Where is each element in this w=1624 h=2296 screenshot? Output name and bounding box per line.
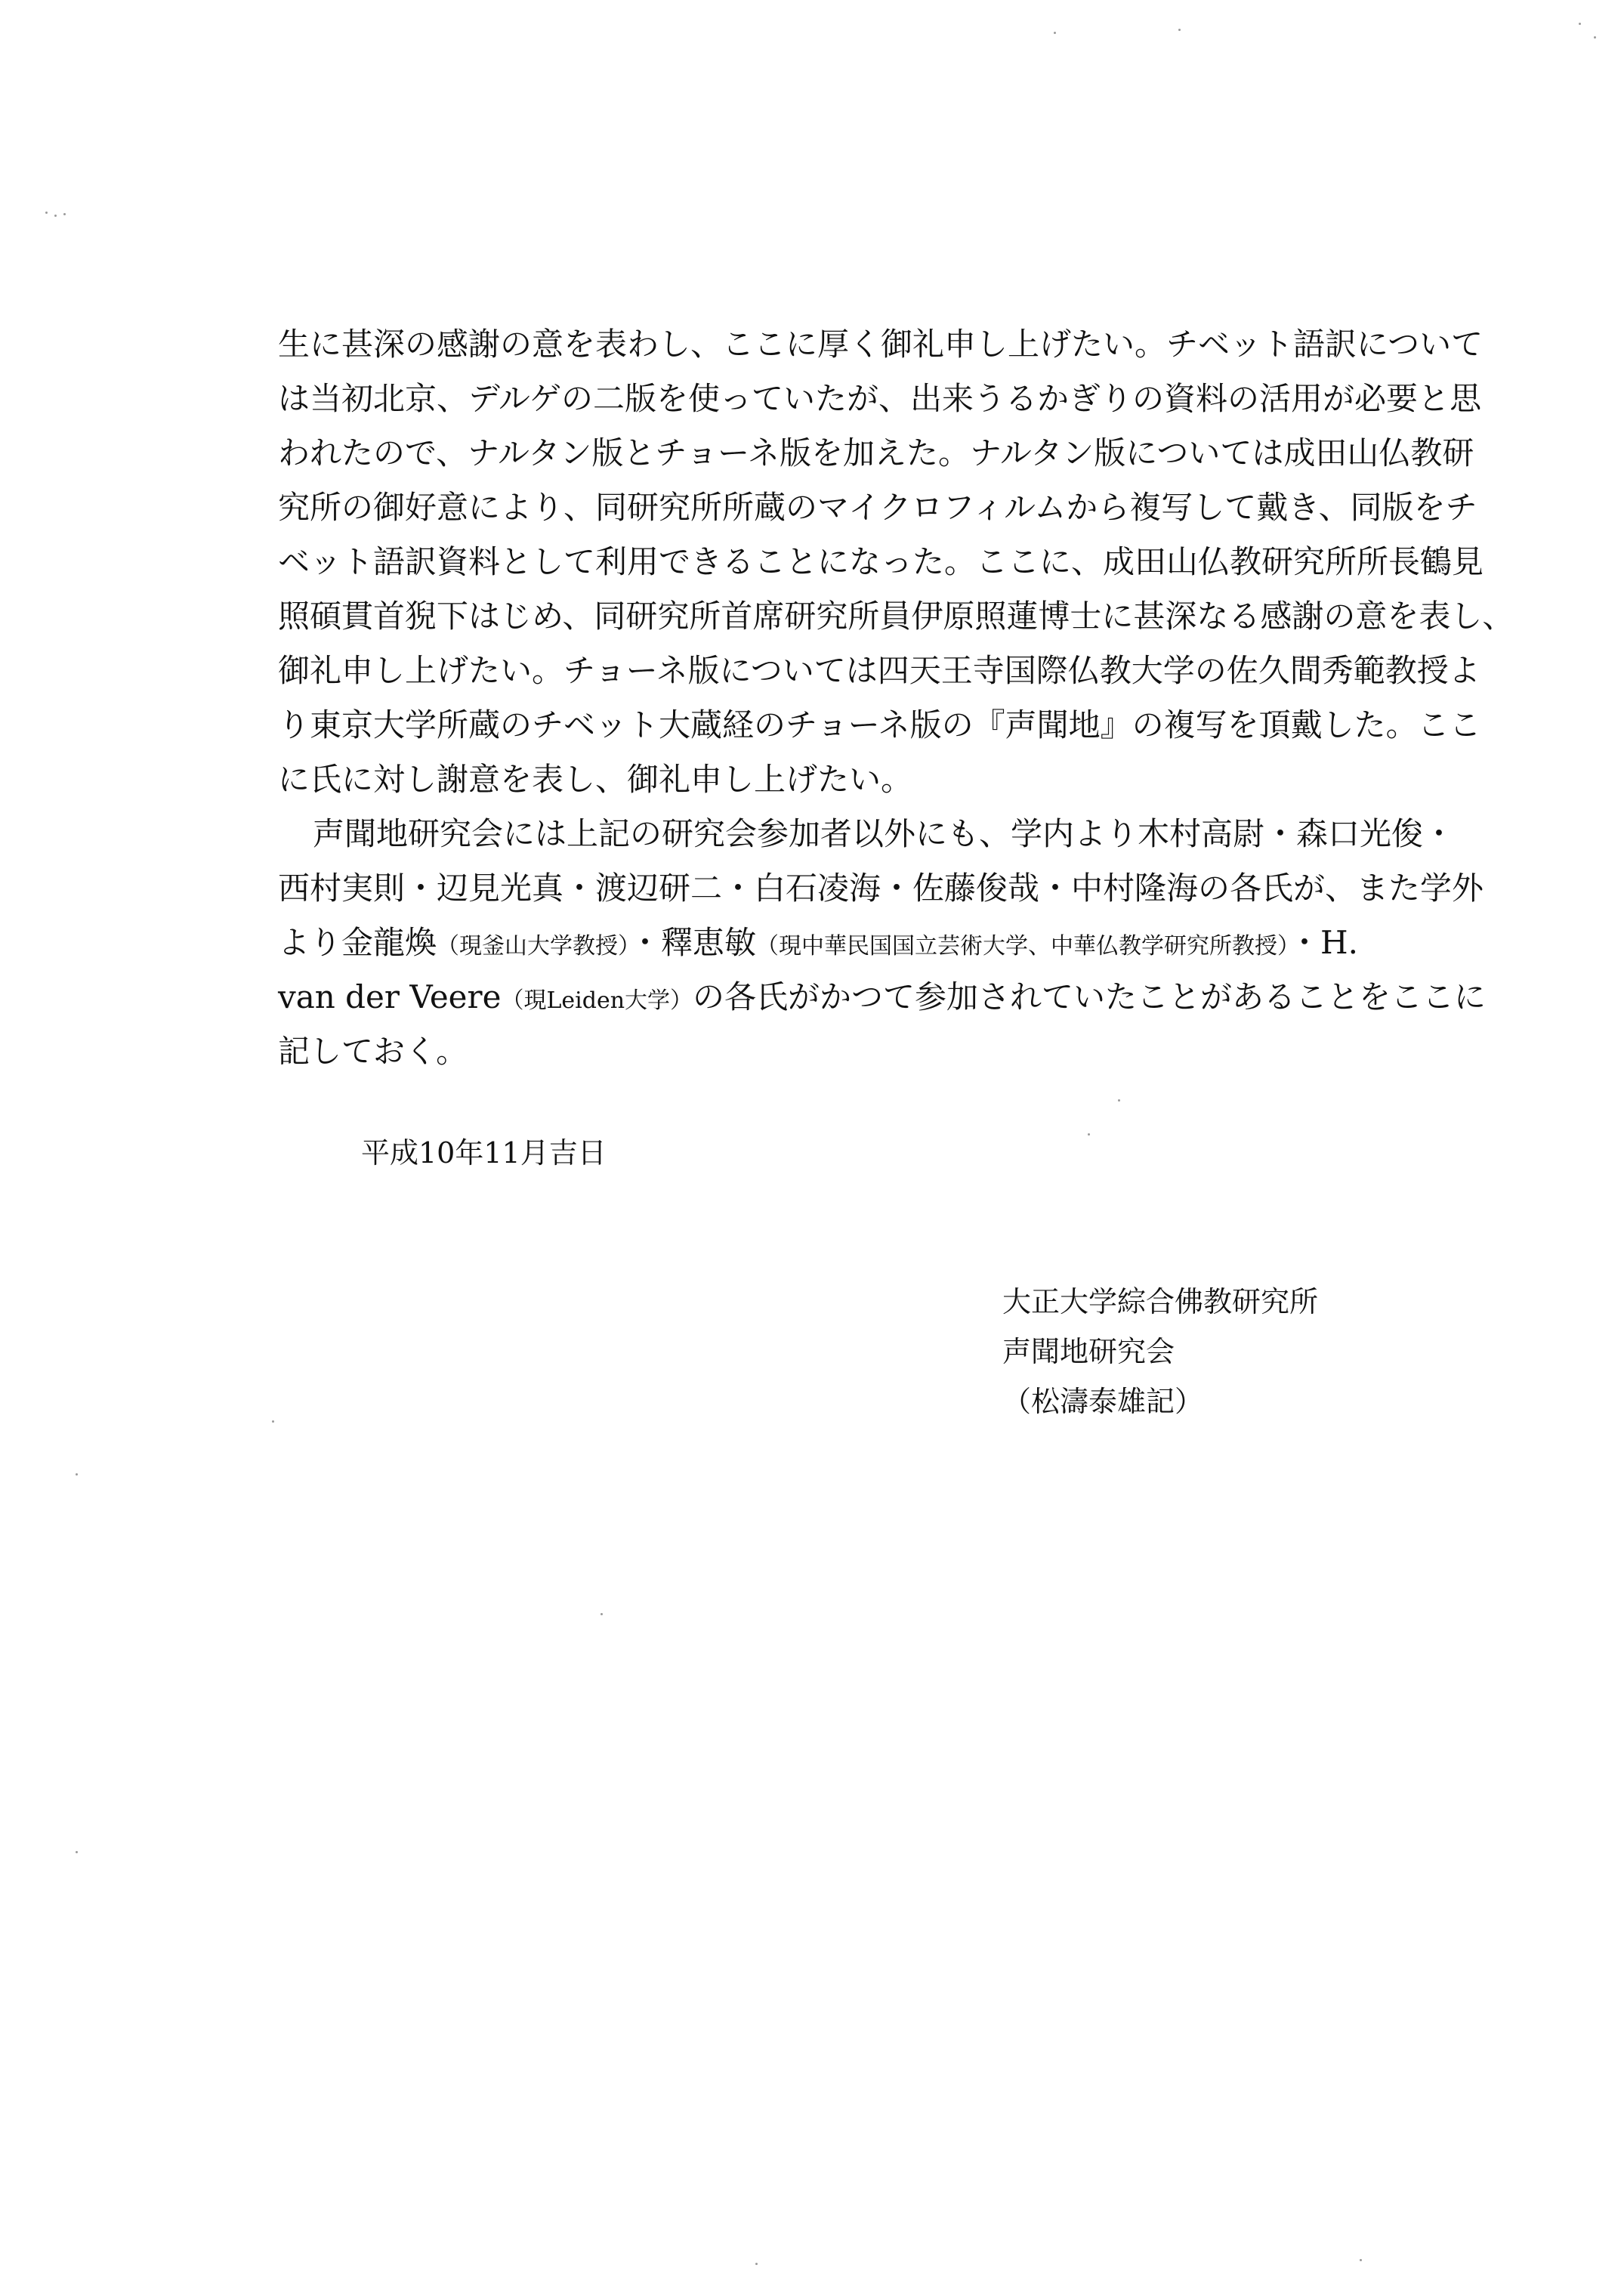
scan-speck <box>1579 23 1581 25</box>
text-line: 照碩貫首猊下はじめ、同研究所首席研究所員伊原照蓮博士に甚深なる感謝の意を表し、 <box>278 598 1514 635</box>
scan-speck <box>272 1420 274 1423</box>
text-line: 究所の御好意により、同研究所所蔵のマイクロフィルムから複写して戴き、同版をチ <box>278 489 1477 526</box>
scan-speck <box>1118 1099 1120 1102</box>
scan-speck <box>1088 1133 1090 1136</box>
body-text <box>278 317 1514 1079</box>
affiliation-note: （現釜山大学教授） <box>437 933 630 959</box>
signature-block <box>1002 1277 1318 1426</box>
text-line: 声聞地研究会には上記の研究会参加者以外にも、学内より木村高尉・森口光俊・ <box>313 815 1456 852</box>
scan-speck <box>1178 29 1181 31</box>
paragraph-acknowledgements <box>278 317 1514 807</box>
signature-institute: 大正大学綜合佛教研究所 <box>1002 1285 1319 1318</box>
text-segment: ・H. <box>1289 924 1359 961</box>
scan-speck <box>755 2263 758 2265</box>
affiliation-note: （現中華民国国立芸術大学、中華仏教学研究所教授） <box>756 933 1289 959</box>
scan-speck <box>63 213 66 215</box>
text-line: 西村実則・辺見光真・渡辺研二・白石凌海・佐藤俊哉・中村隆海の各氏が、また学外 <box>278 870 1484 907</box>
text-segment: ・釋恵敏 <box>629 924 757 961</box>
text-line: り東京大学所蔵のチベット大蔵経のチョーネ版の『声聞地』の複写を頂戴した。ここ <box>278 706 1481 743</box>
scan-speck <box>1360 2259 1362 2261</box>
text-line: われたので、ナルタン版とチョーネ版を加えた。ナルタン版については成田山仏教研 <box>278 434 1474 471</box>
scan-speck <box>601 1613 603 1615</box>
signature-author: （松濤泰雄記） <box>1002 1385 1204 1418</box>
scan-speck <box>54 215 57 217</box>
affiliation-note: （現Leiden大学） <box>501 987 693 1014</box>
signature-group: 声聞地研究会 <box>1002 1335 1175 1368</box>
text-line <box>278 916 1445 970</box>
scan-speck <box>76 1851 78 1853</box>
scan-speck <box>1594 36 1596 39</box>
text-segment: van der Veere <box>278 978 502 1015</box>
text-line: 記しておく。 <box>278 1033 468 1070</box>
text-line: ベット語訳資料として利用できることになった。ここに、成田山仏教研究所所長鶴見 <box>278 543 1484 580</box>
text-line: に氏に対し謝意を表し、御礼申し上げたい。 <box>278 761 913 798</box>
text-line <box>278 970 1487 1024</box>
text-line: 生に甚深の感謝の意を表わし、ここに厚く御礼申し上げたい。チベット語訳について <box>278 326 1484 363</box>
scan-speck <box>1054 32 1056 34</box>
text-segment: の各氏がかつて参加されていたことがあることをここに <box>693 978 1487 1015</box>
text-segment: より金龍煥 <box>278 924 437 961</box>
paragraph-participants <box>278 807 1487 1079</box>
text-line: 御礼申し上げたい。チョーネ版については四天王寺国際仏教大学の佐久間秀範教授よ <box>278 652 1480 689</box>
scan-speck <box>76 1473 78 1476</box>
text-line: は当初北京、デルゲの二版を使っていたが、出来うるかぎりの資料の活用が必要と思 <box>278 380 1482 417</box>
scan-speck <box>45 212 48 214</box>
document-date: 平成10年11月吉日 <box>361 1136 607 1170</box>
